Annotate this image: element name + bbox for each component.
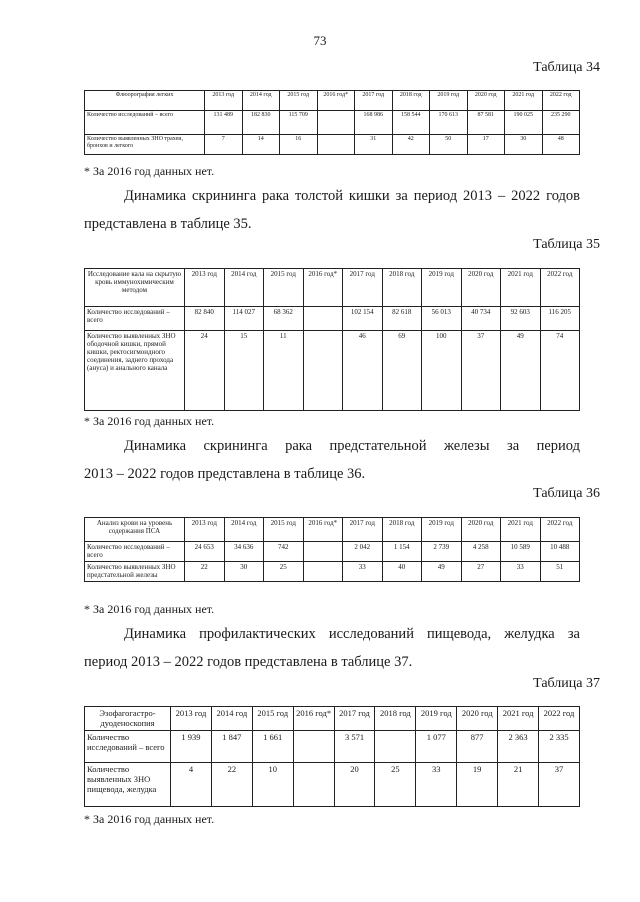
table-cell: 92 603 [501, 307, 541, 331]
table-cell: 17 [467, 135, 505, 155]
table-cell: 182 830 [242, 111, 280, 135]
table-cell: 877 [457, 731, 498, 763]
table-cell: 100 [422, 331, 462, 411]
table-cell: 1 847 [211, 731, 252, 763]
table-row [85, 307, 580, 331]
table-header-label: Исследование кала на скрытую кровь иммунохимическим методом [85, 269, 185, 307]
table-header-year: 2015 год [280, 91, 318, 111]
table-header-year: 2019 год [422, 269, 462, 307]
table-cell: 235 290 [542, 111, 580, 135]
row-label: Количество выявленных ЗНО предстательной железы [85, 562, 185, 582]
table-cell: 10 [252, 763, 293, 807]
paragraph-35-line-2: представлена в таблице 35. [84, 216, 252, 232]
table-cell: 16 [280, 135, 318, 155]
table-cell: 33 [416, 763, 457, 807]
table-cell: 33 [343, 562, 383, 582]
table-36-note: * За 2016 год данных нет. [84, 602, 215, 616]
table-header-year: 2013 год [185, 269, 225, 307]
paragraph-36 [84, 432, 580, 488]
table-header-year: 2022 год [539, 707, 580, 731]
table-34-caption: Таблица 34 [533, 60, 600, 75]
table-cell: 40 [382, 562, 422, 582]
row-label: Количество исследований – всего [85, 111, 205, 135]
paragraph-35-line-1: Динамика скрининга рака толстой кишки за период 2013 – 2022 годов [124, 188, 580, 204]
page-number: 73 [313, 33, 327, 48]
table-34-note: * За 2016 год данных нет. [84, 164, 215, 178]
table-cell: 1 661 [252, 731, 293, 763]
paragraph-37-line-2: период 2013 – 2022 годов представлена в таблице 37. [84, 654, 413, 670]
table-header-year: 2014 год [242, 91, 280, 111]
table-row [85, 135, 580, 155]
table-cell: 30 [224, 562, 264, 582]
table-cell: 158 544 [392, 111, 430, 135]
table-34 [84, 90, 580, 155]
table-header-year: 2017 год [343, 518, 383, 542]
table-cell: 21 [498, 763, 539, 807]
table-header-row [85, 91, 580, 111]
table-cell: 82 618 [382, 307, 422, 331]
table-cell: 190 025 [505, 111, 543, 135]
table-cell: 7 [205, 135, 243, 155]
table-header-year: 2018 год [382, 518, 422, 542]
table-header-year: 2015 год [252, 707, 293, 731]
paragraph-36-line-2: 2013 – 2022 годов представлена в таблице 36. [84, 466, 366, 482]
table-cell: 2 335 [539, 731, 580, 763]
table-cell: 74 [540, 331, 580, 411]
table-cell: 10 589 [501, 542, 541, 562]
table-header-year: 2018 год [382, 269, 422, 307]
table-cell [303, 307, 343, 331]
table-cell: 68 362 [264, 307, 304, 331]
table-cell: 15 [224, 331, 264, 411]
paragraph-36-line-1: Динамика скрининга рака предстательной железы за период [124, 438, 580, 454]
table-cell: 48 [542, 135, 580, 155]
table-cell: 4 258 [461, 542, 501, 562]
table-35 [84, 268, 580, 411]
table-cell: 82 840 [185, 307, 225, 331]
table-cell: 25 [264, 562, 304, 582]
table-header-year: 2013 год [171, 707, 212, 731]
table-header-year: 2021 год [501, 269, 541, 307]
table-header-year: 2017 год [355, 91, 393, 111]
table-header-year: 2019 год [430, 91, 468, 111]
table-cell [293, 763, 334, 807]
table-header-year: 2021 год [501, 518, 541, 542]
table-cell: 87 581 [467, 111, 505, 135]
table-cell: 102 154 [343, 307, 383, 331]
table-cell: 69 [382, 331, 422, 411]
table-36 [84, 517, 580, 582]
paragraph-37-line-1: Динамика профилактических исследований пищевода, желудка за [124, 626, 580, 642]
table-cell: 4 [171, 763, 212, 807]
table-cell: 40 734 [461, 307, 501, 331]
table-cell [317, 135, 355, 155]
table-cell: 56 013 [422, 307, 462, 331]
table-header-label: Анализ крови на уровень содержания ПСА [85, 518, 185, 542]
table-header-year: 2019 год [422, 518, 462, 542]
table-header-year: 2020 год [457, 707, 498, 731]
table-cell: 2 739 [422, 542, 462, 562]
table-header-label: Эзофагогастро-дуоденоскопия [85, 707, 171, 731]
row-label: Количество выявленных ЗНО трахеи, бронхов и легкого [85, 135, 205, 155]
table-cell: 30 [505, 135, 543, 155]
table-header-year: 2016 год* [303, 518, 343, 542]
table-cell [303, 542, 343, 562]
table-cell [375, 731, 416, 763]
table-header-year: 2014 год [224, 269, 264, 307]
table-cell: 42 [392, 135, 430, 155]
paragraph-35 [84, 182, 580, 238]
table-row [85, 111, 580, 135]
table-37-note: * За 2016 год данных нет. [84, 812, 215, 826]
table-cell: 46 [343, 331, 383, 411]
row-label: Количество исследований – всего [85, 731, 171, 763]
table-cell: 168 986 [355, 111, 393, 135]
table-header-year: 2015 год [264, 518, 304, 542]
row-label: Количество выявленных ЗНО пищевода, желудка [85, 763, 171, 807]
table-cell: 33 [501, 562, 541, 582]
table-cell: 22 [185, 562, 225, 582]
table-cell: 115 709 [280, 111, 318, 135]
table-cell: 116 205 [540, 307, 580, 331]
table-row [85, 542, 580, 562]
table-cell: 31 [355, 135, 393, 155]
table-cell: 49 [422, 562, 462, 582]
table-cell: 51 [540, 562, 580, 582]
table-header-year: 2021 год [498, 707, 539, 731]
table-cell [303, 331, 343, 411]
table-header-label: Флюорография легких [85, 91, 205, 111]
table-cell: 114 027 [224, 307, 264, 331]
table-cell: 3 571 [334, 731, 375, 763]
table-header-row [85, 269, 580, 307]
table-37 [84, 706, 580, 807]
table-cell: 37 [539, 763, 580, 807]
table-cell [317, 111, 355, 135]
table-header-year: 2019 год [416, 707, 457, 731]
table-cell: 2 363 [498, 731, 539, 763]
table-header-year: 2017 год [343, 269, 383, 307]
table-cell: 37 [461, 331, 501, 411]
table-header-year: 2013 год [205, 91, 243, 111]
table-36-caption: Таблица 36 [533, 486, 600, 501]
table-35-caption: Таблица 35 [533, 237, 600, 252]
table-header-year: 2016 год* [317, 91, 355, 111]
table-cell: 742 [264, 542, 304, 562]
table-cell: 1 939 [171, 731, 212, 763]
table-header-year: 2016 год* [303, 269, 343, 307]
table-header-row [85, 518, 580, 542]
table-cell: 11 [264, 331, 304, 411]
table-header-year: 2021 год [505, 91, 543, 111]
row-label: Количество исследований – всего [85, 542, 185, 562]
table-cell: 1 077 [416, 731, 457, 763]
paragraph-37 [84, 620, 580, 676]
table-cell: 49 [501, 331, 541, 411]
table-header-year: 2022 год [540, 269, 580, 307]
table-cell: 14 [242, 135, 280, 155]
table-header-year: 2018 год [375, 707, 416, 731]
table-header-year: 2022 год [542, 91, 580, 111]
table-row [85, 731, 580, 763]
table-cell: 50 [430, 135, 468, 155]
table-cell [293, 731, 334, 763]
row-label: Количество исследований – всего [85, 307, 185, 331]
table-cell: 20 [334, 763, 375, 807]
table-header-year: 2022 год [540, 518, 580, 542]
table-cell: 24 653 [185, 542, 225, 562]
row-label: Количество выявленных ЗНО ободочной кишки, прямой кишки, ректосигмоидного соединения, заднего прохода (ануса) и анального канала [85, 331, 185, 411]
table-37-caption: Таблица 37 [533, 676, 600, 691]
table-cell: 131 489 [205, 111, 243, 135]
table-35-note: * За 2016 год данных нет. [84, 414, 215, 428]
table-header-year: 2020 год [467, 91, 505, 111]
table-header-year: 2016 год* [293, 707, 334, 731]
table-cell: 25 [375, 763, 416, 807]
table-row [85, 763, 580, 807]
table-cell: 27 [461, 562, 501, 582]
table-header-year: 2015 год [264, 269, 304, 307]
table-cell: 22 [211, 763, 252, 807]
table-header-year: 2020 год [461, 518, 501, 542]
table-cell: 1 154 [382, 542, 422, 562]
table-row [85, 331, 580, 411]
table-cell [303, 562, 343, 582]
table-header-year: 2017 год [334, 707, 375, 731]
table-header-year: 2014 год [224, 518, 264, 542]
table-cell: 19 [457, 763, 498, 807]
table-header-year: 2013 год [185, 518, 225, 542]
table-header-year: 2014 год [211, 707, 252, 731]
table-header-year: 2018 год [392, 91, 430, 111]
table-cell: 170 613 [430, 111, 468, 135]
table-cell: 24 [185, 331, 225, 411]
table-cell: 34 636 [224, 542, 264, 562]
table-cell: 10 488 [540, 542, 580, 562]
table-header-year: 2020 год [461, 269, 501, 307]
table-cell: 2 042 [343, 542, 383, 562]
table-row [85, 562, 580, 582]
table-header-row [85, 707, 580, 731]
